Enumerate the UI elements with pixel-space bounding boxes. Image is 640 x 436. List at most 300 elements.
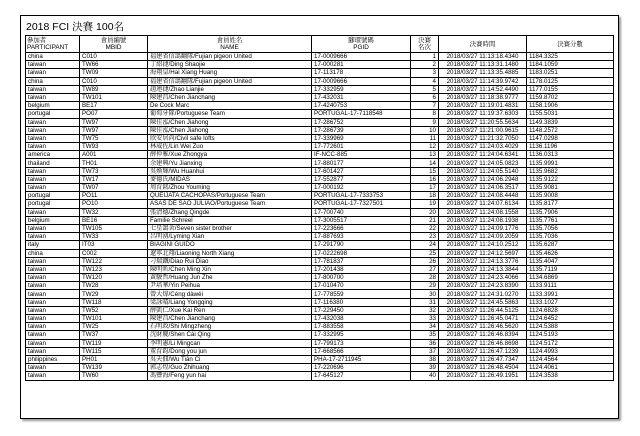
rank-cell: 1 bbox=[411, 53, 439, 61]
rank-cell: 19 bbox=[411, 200, 439, 208]
score-cell: 1135.9008 bbox=[527, 192, 614, 200]
mbid-cell: TW28 bbox=[80, 282, 148, 290]
name-cell: 陳佳泓/Chen Jiahong bbox=[148, 126, 312, 134]
name-cell: 葡萄牙隊/Portuguese Team bbox=[148, 110, 312, 118]
participant-cell: taiwan bbox=[26, 315, 80, 323]
name-cell: 欣安居尚/Civil safe lofts bbox=[148, 134, 312, 142]
rank-cell: 2 bbox=[411, 61, 439, 69]
mbid-cell: TW97 bbox=[80, 126, 148, 134]
table-row bbox=[26, 69, 614, 77]
name-cell: ASAS DE SAO JULIAO/Portuguese Team bbox=[148, 200, 312, 208]
time-cell: 2018/03/27 11:13:18.4340 bbox=[439, 53, 527, 61]
mbid-cell: TW09 bbox=[80, 69, 148, 77]
rank-cell: 40 bbox=[411, 372, 439, 380]
score-cell: 1148.2572 bbox=[527, 126, 614, 134]
rank-cell: 5 bbox=[411, 85, 439, 93]
mbid-cell: BE16 bbox=[80, 216, 148, 224]
score-cell: 1133.1027 bbox=[527, 298, 614, 306]
table-row bbox=[26, 77, 614, 85]
pgid-cell: 17-800700 bbox=[312, 274, 411, 282]
pgid-cell: PORTUGAL-17-7118548 bbox=[312, 110, 411, 118]
name-cell: 陳佳泓/Chen Jiahong bbox=[148, 118, 312, 126]
header-name-en: NAME bbox=[220, 44, 239, 51]
name-cell: 黃駿哲/Huang Jun Zhe bbox=[148, 274, 312, 282]
mbid-cell: TW123 bbox=[80, 265, 148, 273]
header-row bbox=[26, 36, 614, 53]
score-cell: 1177.0155 bbox=[527, 85, 614, 93]
mbid-cell: TW115 bbox=[80, 347, 148, 355]
mbid-cell: TW89 bbox=[80, 85, 148, 93]
pgid-cell: 17-3005517 bbox=[312, 216, 411, 224]
score-cell: 1178.0125 bbox=[527, 77, 614, 85]
time-cell: 2018/03/27 11:21:00.9615 bbox=[439, 126, 527, 134]
mbid-cell: TW105 bbox=[80, 224, 148, 232]
name-cell: 刁瑞鐵/Diao Rui Diao bbox=[148, 257, 312, 265]
score-cell: 1133.9111 bbox=[527, 282, 614, 290]
participant-cell: taiwan bbox=[26, 306, 80, 314]
time-cell: 2018/03/27 11:21:32.7050 bbox=[439, 134, 527, 142]
name-cell: 陳建昌/Chen Jianchang bbox=[148, 315, 312, 323]
participant-cell: portugal bbox=[26, 110, 80, 118]
pgid-cell: 17-291790 bbox=[312, 241, 411, 249]
mbid-cell: C002 bbox=[80, 249, 148, 257]
time-cell: 2018/03/27 11:24:05.0823 bbox=[439, 159, 527, 167]
time-cell: 2018/03/27 11:24:06.3517 bbox=[439, 184, 527, 192]
participant-cell: taiwan bbox=[26, 364, 80, 372]
rank-cell: 26 bbox=[411, 257, 439, 265]
table-row bbox=[26, 126, 614, 134]
score-cell: 1136.1196 bbox=[527, 143, 614, 151]
participant-cell: taiwan bbox=[26, 69, 80, 77]
table-row bbox=[26, 298, 614, 306]
name-cell: 周育銘/Zhou Youming bbox=[148, 184, 312, 192]
name-cell: 麥德氏/MIDAS bbox=[148, 175, 312, 183]
table-row bbox=[26, 61, 614, 69]
score-cell: 1135.9991 bbox=[527, 159, 614, 167]
time-cell: 2018/03/27 11:14:39.9742 bbox=[439, 77, 527, 85]
header-final-time bbox=[439, 36, 527, 53]
participant-cell: philippines bbox=[26, 355, 80, 363]
table-row bbox=[26, 372, 614, 380]
rank-cell: 13 bbox=[411, 151, 439, 159]
table-row bbox=[26, 339, 614, 347]
mbid-cell: C010 bbox=[80, 53, 148, 61]
rank-cell: 34 bbox=[411, 323, 439, 331]
rank-cell: 15 bbox=[411, 167, 439, 175]
pgid-cell: 17-332995 bbox=[312, 331, 411, 339]
pgid-cell: PORTUGAL-17-7333753 bbox=[312, 192, 411, 200]
score-cell: 1124.4993 bbox=[527, 347, 614, 355]
header-mbid-zh: 會員編號 bbox=[100, 37, 127, 44]
pgid-cell: 17-286752 bbox=[312, 118, 411, 126]
time-cell: 2018/03/27 11:26:48.4504 bbox=[439, 364, 527, 372]
rank-cell: 29 bbox=[411, 282, 439, 290]
rank-cell: 20 bbox=[411, 208, 439, 216]
mbid-cell: TW122 bbox=[80, 257, 148, 265]
rank-cell: 16 bbox=[411, 175, 439, 183]
table-row bbox=[26, 274, 614, 282]
pgid-cell: 17-229450 bbox=[312, 306, 411, 314]
pgid-cell: 17-552877 bbox=[312, 175, 411, 183]
name-cell: 張清德/Zhang Qingde bbox=[148, 208, 312, 216]
mbid-cell: TW101 bbox=[80, 315, 148, 323]
table-row bbox=[26, 175, 614, 183]
mbid-cell: TW93 bbox=[80, 143, 148, 151]
participant-cell: america bbox=[26, 151, 80, 159]
mbid-cell: TW119 bbox=[80, 339, 148, 347]
score-cell: 1135.7906 bbox=[527, 208, 614, 216]
time-cell: 2018/03/27 11:24:23.4066 bbox=[439, 274, 527, 282]
pgid-cell: 17-010470 bbox=[312, 282, 411, 290]
table-row bbox=[26, 102, 614, 110]
name-cell: 丁紹捷/Ding Shaojie bbox=[148, 61, 312, 69]
pgid-cell: PHA-17-2711945 bbox=[312, 355, 411, 363]
header-pgid-en: PGID bbox=[353, 44, 369, 51]
rank-cell: 7 bbox=[411, 102, 439, 110]
pgid-cell: IF-NCC-885 bbox=[312, 151, 411, 159]
name-cell: 福建省信鴿翻隊/Fujian pigeon United bbox=[148, 53, 312, 61]
mbid-cell: PO11 bbox=[80, 192, 148, 200]
time-cell: 2018/03/27 11:18:38.9777 bbox=[439, 93, 527, 101]
table-row bbox=[26, 53, 614, 61]
time-cell: 2018/03/27 11:26:46.8394 bbox=[439, 331, 527, 339]
pgid-cell: 17-4240753 bbox=[312, 102, 411, 110]
name-cell: 梁詠晴/Liang Yongqing bbox=[148, 298, 312, 306]
rank-cell: 39 bbox=[411, 364, 439, 372]
rank-cell: 27 bbox=[411, 265, 439, 273]
table-row bbox=[26, 347, 614, 355]
score-cell: 1135.7119 bbox=[527, 265, 614, 273]
table-row bbox=[26, 110, 614, 118]
participant-cell: china bbox=[26, 53, 80, 61]
time-cell: 2018/03/27 11:26:45.0471 bbox=[439, 315, 527, 323]
score-cell: 1135.4626 bbox=[527, 249, 614, 257]
table-row bbox=[26, 208, 614, 216]
mbid-cell: TW139 bbox=[80, 364, 148, 372]
table-row bbox=[26, 282, 614, 290]
mbid-cell: PH01 bbox=[80, 355, 148, 363]
table-row bbox=[26, 249, 614, 257]
name-cell: 馮豐海/Feng yun hai bbox=[148, 372, 312, 380]
table-row bbox=[26, 323, 614, 331]
participant-cell: taiwan bbox=[26, 85, 80, 93]
name-cell: 吳煥輝/Wu Huanhui bbox=[148, 167, 312, 175]
table-row bbox=[26, 355, 614, 363]
pgid-cell: 17-223666 bbox=[312, 224, 411, 232]
participant-cell: belgium bbox=[26, 102, 80, 110]
mbid-cell: TW33 bbox=[80, 233, 148, 241]
participant-cell: italy bbox=[26, 241, 80, 249]
name-cell: 石明政/Shi Mingzheng bbox=[148, 323, 312, 331]
mbid-cell: TH01 bbox=[80, 159, 148, 167]
time-cell: 2018/03/27 11:24:08.4448 bbox=[439, 192, 527, 200]
score-cell: 1135.4047 bbox=[527, 257, 614, 265]
time-cell: 2018/03/27 11:24:08.1558 bbox=[439, 208, 527, 216]
time-cell: 2018/03/27 11:26:44.5125 bbox=[439, 306, 527, 314]
score-cell: 1135.7056 bbox=[527, 224, 614, 232]
table-row bbox=[26, 257, 614, 265]
time-cell: 2018/03/27 11:24:03.4029 bbox=[439, 143, 527, 151]
participant-cell: taiwan bbox=[26, 126, 80, 134]
pgid-cell: 17-113178 bbox=[312, 69, 411, 77]
rank-cell: 14 bbox=[411, 159, 439, 167]
mbid-cell: TW29 bbox=[80, 290, 148, 298]
rank-cell: 9 bbox=[411, 118, 439, 126]
rank-cell: 21 bbox=[411, 216, 439, 224]
mbid-cell: TW101 bbox=[80, 93, 148, 101]
participant-cell: taiwan bbox=[26, 274, 80, 282]
participant-cell: china bbox=[26, 249, 80, 257]
time-cell: 2018/03/27 11:19:01.4831 bbox=[439, 102, 527, 110]
name-cell: 陳明昕/Chen Ming Xin bbox=[148, 265, 312, 273]
participant-cell: taiwan bbox=[26, 175, 80, 183]
score-cell: 1134.6869 bbox=[527, 274, 614, 282]
rank-cell: 35 bbox=[411, 331, 439, 339]
score-cell: 1184.1059 bbox=[527, 61, 614, 69]
time-cell: 2018/03/27 11:24:23.8390 bbox=[439, 282, 527, 290]
time-cell: 2018/03/27 11:26:46.5620 bbox=[439, 323, 527, 331]
time-cell: 2018/03/27 11:24:05.5140 bbox=[439, 167, 527, 175]
participant-cell: thailand bbox=[26, 159, 80, 167]
pgid-cell: 17-772601 bbox=[312, 143, 411, 151]
table-row bbox=[26, 233, 614, 241]
name-cell: 曾大煒/Céng dàwěi bbox=[148, 290, 312, 298]
mbid-cell: TW60 bbox=[80, 372, 148, 380]
name-cell: 陳建昌/Chen Jianchang bbox=[148, 93, 312, 101]
participant-cell: taiwan bbox=[26, 331, 80, 339]
name-cell: 董育鈞/Dong you jun bbox=[148, 347, 312, 355]
mbid-cell: A001 bbox=[80, 151, 148, 159]
time-cell: 2018/03/27 11:13:35.4885 bbox=[439, 69, 527, 77]
rank-cell: 36 bbox=[411, 339, 439, 347]
header-rank-line1: 決賽 bbox=[418, 37, 431, 44]
score-cell: 1124.6452 bbox=[527, 315, 614, 323]
table-row bbox=[26, 331, 614, 339]
score-cell: 1124.5172 bbox=[527, 339, 614, 347]
results-body bbox=[26, 53, 614, 381]
name-cell: 七星鴿舍/Seven sister brother bbox=[148, 224, 312, 232]
participant-cell: taiwan bbox=[26, 282, 80, 290]
time-cell: 2018/03/27 11:26:47.7347 bbox=[439, 355, 527, 363]
score-cell: 1159.8702 bbox=[527, 93, 614, 101]
participant-cell: taiwan bbox=[26, 290, 80, 298]
header-final-score bbox=[527, 36, 614, 53]
participant-cell: taiwan bbox=[26, 118, 80, 126]
table-row bbox=[26, 118, 614, 126]
sheet-title: 2018 FCI 決賽 100名 bbox=[26, 21, 125, 33]
pgid-cell: 17-332959 bbox=[312, 85, 411, 93]
header-final-time-label: 決賽時間 bbox=[469, 40, 496, 48]
header-name-zh: 會員姓名 bbox=[216, 37, 243, 44]
rank-cell: 8 bbox=[411, 110, 439, 118]
rank-cell: 3 bbox=[411, 69, 439, 77]
time-cell: 2018/03/27 11:24:10.2512 bbox=[439, 241, 527, 249]
score-cell: 1135.6287 bbox=[527, 241, 614, 249]
name-cell: 福建省信鴿翻隊/Fujian pigeon United bbox=[148, 77, 312, 85]
pgid-cell: 17-880177 bbox=[312, 159, 411, 167]
header-name bbox=[148, 36, 312, 53]
pgid-cell: 17-883558 bbox=[312, 323, 411, 331]
results-table bbox=[25, 35, 614, 381]
time-cell: 2018/03/27 11:26:49.1951 bbox=[439, 372, 527, 380]
score-cell: 1135.9122 bbox=[527, 175, 614, 183]
pgid-cell: 17-645127 bbox=[312, 372, 411, 380]
results-sheet bbox=[20, 15, 619, 419]
table-row bbox=[26, 224, 614, 232]
name-cell: 遼寧北翔/Liaoning North Xiang bbox=[148, 249, 312, 257]
participant-cell: taiwan bbox=[26, 134, 80, 142]
name-cell: 余建興/Yu Jianxing bbox=[148, 159, 312, 167]
table-row bbox=[26, 184, 614, 192]
table-row bbox=[26, 134, 614, 142]
table-row bbox=[26, 167, 614, 175]
mbid-cell: TW52 bbox=[80, 306, 148, 314]
score-cell: 1184.3325 bbox=[527, 53, 614, 61]
mbid-cell: BE17 bbox=[80, 102, 148, 110]
rank-cell: 18 bbox=[411, 192, 439, 200]
pgid-cell: 17-700740 bbox=[312, 208, 411, 216]
time-cell: 2018/03/27 11:24:12.5697 bbox=[439, 249, 527, 257]
pgid-cell: 17-000192 bbox=[312, 184, 411, 192]
pgid-cell: 17-432038 bbox=[312, 315, 411, 323]
rank-cell: 32 bbox=[411, 306, 439, 314]
participant-cell: china bbox=[26, 77, 80, 85]
header-final-score-label: 決賽分數 bbox=[557, 40, 583, 48]
table-row bbox=[26, 192, 614, 200]
header-participant-zh: 參加者 bbox=[27, 37, 47, 44]
header-mbid-en: MBID bbox=[105, 44, 122, 51]
pgid-cell: 17-0222698 bbox=[312, 249, 411, 257]
participant-cell: taiwan bbox=[26, 265, 80, 273]
rank-cell: 24 bbox=[411, 241, 439, 249]
name-cell: 郭志煌/Guo Zhihuang bbox=[148, 364, 312, 372]
pgid-cell: 17-220696 bbox=[312, 364, 411, 372]
participant-cell: taiwan bbox=[26, 143, 80, 151]
score-cell: 1158.1906 bbox=[527, 102, 614, 110]
score-cell: 1147.0298 bbox=[527, 134, 614, 142]
table-row bbox=[26, 200, 614, 208]
participant-cell: taiwan bbox=[26, 298, 80, 306]
pgid-cell: 17-0009666 bbox=[312, 77, 411, 85]
table-row bbox=[26, 151, 614, 159]
time-cell: 2018/03/27 11:26:46.8698 bbox=[439, 339, 527, 347]
table-row bbox=[26, 306, 614, 314]
rank-cell: 12 bbox=[411, 143, 439, 151]
rank-cell: 17 bbox=[411, 184, 439, 192]
pgid-cell: 17-781837 bbox=[312, 257, 411, 265]
participant-cell: taiwan bbox=[26, 257, 80, 265]
mbid-cell: TW75 bbox=[80, 134, 148, 142]
table-row bbox=[26, 93, 614, 101]
time-cell: 2018/03/27 11:24:06.2948 bbox=[439, 175, 527, 183]
score-cell: 1135.7761 bbox=[527, 216, 614, 224]
pgid-cell: 17-668566 bbox=[312, 347, 411, 355]
pgid-cell: 17-116380 bbox=[312, 298, 411, 306]
rank-cell: 6 bbox=[411, 93, 439, 101]
participant-cell: taiwan bbox=[26, 61, 80, 69]
pgid-cell: 17-0009666 bbox=[312, 53, 411, 61]
score-cell: 1136.0313 bbox=[527, 151, 614, 159]
table-row bbox=[26, 265, 614, 273]
time-cell: 2018/03/27 11:24:45.5863 bbox=[439, 298, 527, 306]
table-row bbox=[26, 159, 614, 167]
score-cell: 1124.4564 bbox=[527, 355, 614, 363]
table-row bbox=[26, 216, 614, 224]
participant-cell: taiwan bbox=[26, 372, 80, 380]
time-cell: 2018/03/27 11:20:55.5634 bbox=[439, 118, 527, 126]
rank-cell: 10 bbox=[411, 126, 439, 134]
rank-cell: 23 bbox=[411, 233, 439, 241]
score-cell: 1133.3991 bbox=[527, 290, 614, 298]
name-cell: BIAGINI GUIDO bbox=[148, 241, 312, 249]
table-row bbox=[26, 290, 614, 298]
pgid-cell: 17-432031 bbox=[312, 93, 411, 101]
score-cell: 1135.7036 bbox=[527, 233, 614, 241]
participant-cell: taiwan bbox=[26, 323, 80, 331]
rank-cell: 22 bbox=[411, 224, 439, 232]
mbid-cell: TW66 bbox=[80, 61, 148, 69]
name-cell: 林威佐/Lin Wei Zuo bbox=[148, 143, 312, 151]
time-cell: 2018/03/27 11:24:31.0270 bbox=[439, 290, 527, 298]
score-cell: 1149.3839 bbox=[527, 118, 614, 126]
pgid-cell: 17-799173 bbox=[312, 339, 411, 347]
header-mbid bbox=[80, 36, 148, 53]
name-cell: 趙連捷/Zhao Lianjie bbox=[148, 85, 312, 93]
participant-cell: taiwan bbox=[26, 224, 80, 232]
score-cell: 1135.9081 bbox=[527, 184, 614, 192]
mbid-cell: TW73 bbox=[80, 167, 148, 175]
rank-cell: 4 bbox=[411, 77, 439, 85]
mbid-cell: PO07 bbox=[80, 110, 148, 118]
name-cell: 李明憲/Li Mingcan bbox=[148, 339, 312, 347]
time-cell: 2018/03/27 11:24:09.1776 bbox=[439, 224, 527, 232]
time-cell: 2018/03/27 11:24:09.2059 bbox=[439, 233, 527, 241]
participant-cell: taiwan bbox=[26, 184, 80, 192]
mbid-cell: TW25 bbox=[80, 323, 148, 331]
name-cell: De Cock Marc bbox=[148, 102, 312, 110]
time-cell: 2018/03/27 11:19:37.6303 bbox=[439, 110, 527, 118]
mbid-cell: TW37 bbox=[80, 331, 148, 339]
score-cell: 1155.5031 bbox=[527, 110, 614, 118]
table-row bbox=[26, 241, 614, 249]
header-participant bbox=[26, 36, 80, 53]
rank-cell: 28 bbox=[411, 274, 439, 282]
header-pgid bbox=[312, 36, 411, 53]
participant-cell: portugal bbox=[26, 200, 80, 208]
rank-cell: 33 bbox=[411, 315, 439, 323]
participant-cell: belgium bbox=[26, 216, 80, 224]
pgid-cell: 17-201438 bbox=[312, 265, 411, 273]
name-cell: 尹培華/Yin Peihua bbox=[148, 282, 312, 290]
table-row bbox=[26, 85, 614, 93]
name-cell: 薛凱仁/Xue Kai Ren bbox=[148, 306, 312, 314]
rank-cell: 37 bbox=[411, 347, 439, 355]
mbid-cell: C010 bbox=[80, 77, 148, 85]
score-cell: 1183.0251 bbox=[527, 69, 614, 77]
table-row bbox=[26, 364, 614, 372]
time-cell: 2018/03/27 11:24:08.1938 bbox=[439, 216, 527, 224]
rank-cell: 38 bbox=[411, 355, 439, 363]
mbid-cell: TW118 bbox=[80, 298, 148, 306]
rank-cell: 31 bbox=[411, 298, 439, 306]
name-cell: 呂明湧/Lyming Xian bbox=[148, 233, 312, 241]
table-row bbox=[26, 143, 614, 151]
pgid-cell: PORTUGAL-17-7327501 bbox=[312, 200, 411, 208]
mbid-cell: TW07 bbox=[80, 184, 148, 192]
participant-cell: taiwan bbox=[26, 93, 80, 101]
participant-cell: taiwan bbox=[26, 233, 80, 241]
name-cell: 沈財慶/Shen Cái Qing bbox=[148, 331, 312, 339]
